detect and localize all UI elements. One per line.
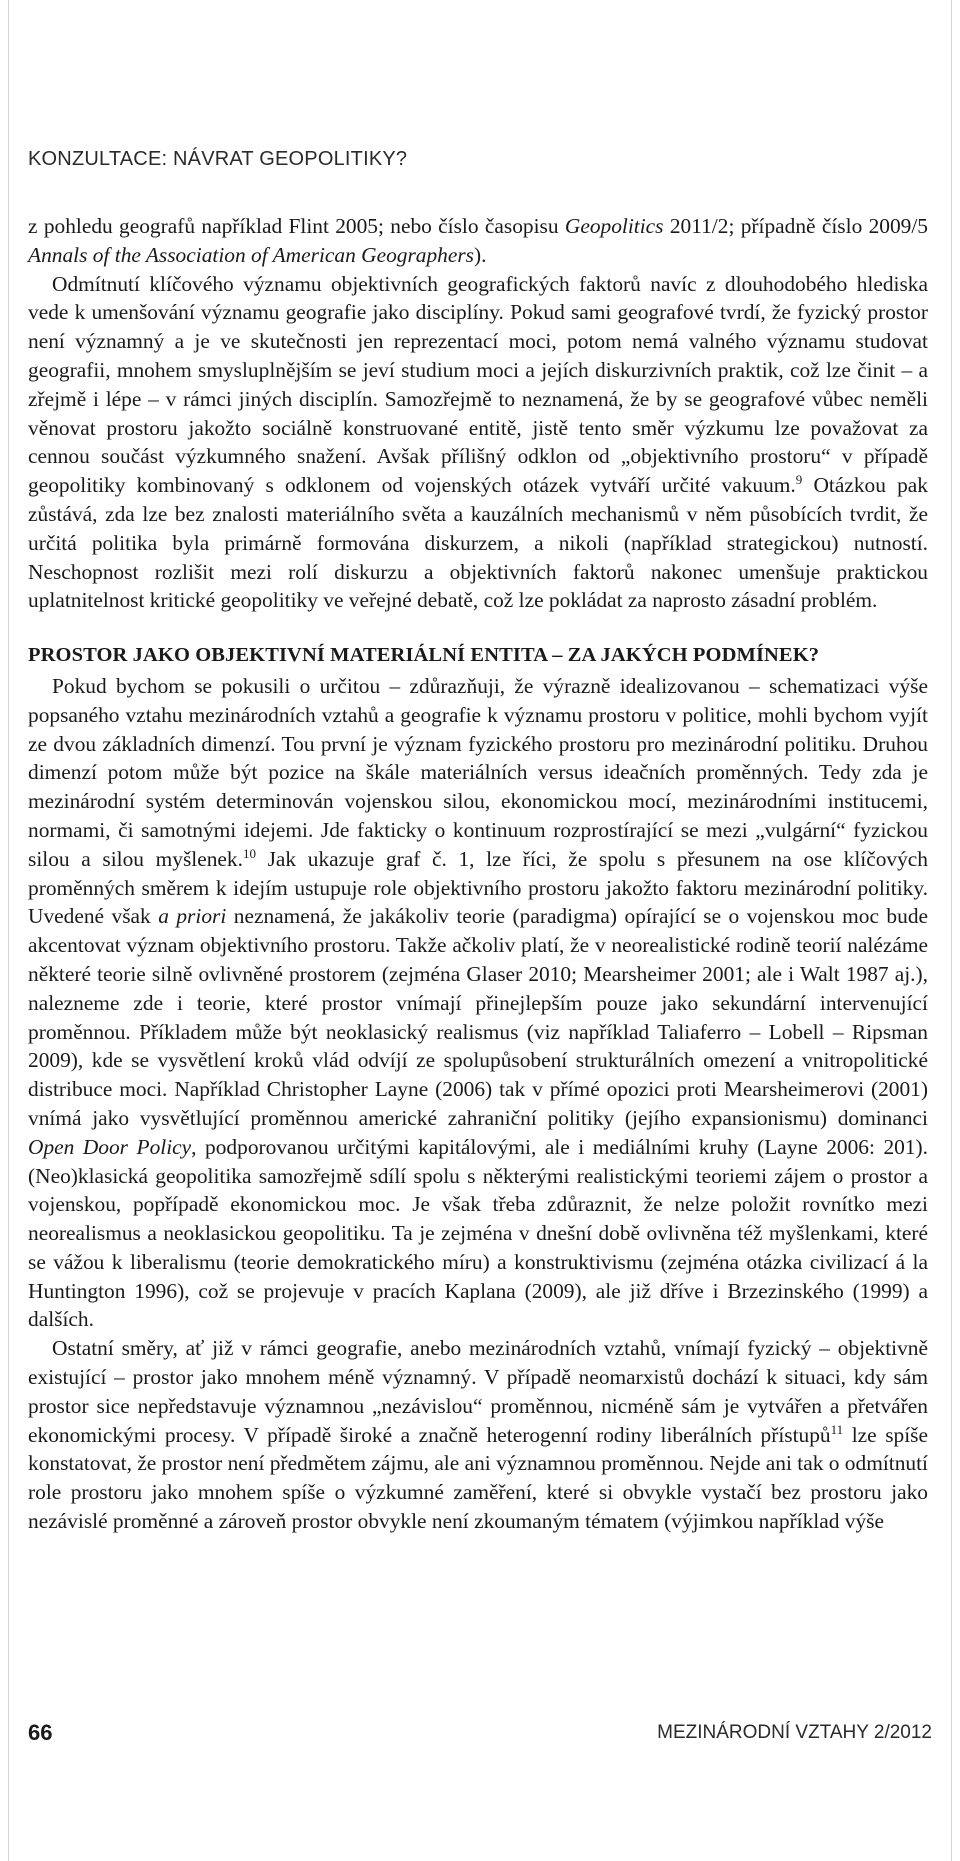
section-heading: PROSTOR JAKO OBJEKTIVNÍ MATERIÁLNÍ ENTITA – ZA JAKÝCH PODMÍNEK? <box>28 644 820 667</box>
text-run: ). <box>474 242 487 267</box>
text-run: Odmítnutí klíčového významu objektivních geografických faktorů navíc z dlouhodobého hlediska vede k umenšování významu geografie jako disciplíny. Pokud sami geografové tvrdí, že fyzický prostor není významný a je ve skutečnosti jen reprezentací moci, potom nemá valného významu studovat geografii, mnohem smysluplnějším se jeví studium moci a jejích diskurzivních praktik, což lze činit – a zřejmě i lépe – v rámci jiných disciplín. Samozřejmě to neznamená, že by se geografové vůbec neměli věnovat prostoru jakožto sociálně konstruované entitě, jistě tento směr výzkumu lze považovat za cennou součást výzkumného snažení. Avšak přílišný odklon od „objektivního prostoru“ v případě geopolitiky kombinovaný s odklonem od vojenských otázek vytváří určité vakuum. <box>28 271 928 498</box>
italic-text: Open Door Policy <box>28 1134 192 1159</box>
text-run: Pokud bychom se pokusili o určitou – zdůrazňuji, že výrazně idealizovanou – schematizaci výše popsaného vztahu mezinárodních vztahů a geografie k významu prostoru v politice, mohli bychom vyjít ze dvou základních dimenzí. Tou první je význam fyzického prostoru pro mezinárodní politiku. Druhou dimenzí potom může být pozice na škále materiálních versus ideačních proměnných. Tedy zda je mezinárodní systém determinován vojenskou silou, ekonomickou mocí, mezinárodními institucemi, normami, či samotnými idejemi. Jde fakticky o kontinuum rozprostírající se mezi „vulgární“ fyzickou silou a silou myšlenek. <box>28 673 928 871</box>
text-run: z pohledu geografů například Flint 2005; nebo číslo časopisu <box>28 214 565 238</box>
text-run: , podporovanou určitými kapitálovými, ale i mediálními kruhy (Layne 2006: 201). (Neo)klasická geopolitika samozřejmě sdílí spolu s některými realistickými teoriemi zájem o prostor a vojenskou, popřípadě ekonomickou moc. Je však třeba zdůraznit, že nelze položit rovnítko mezi neorealismus a neoklasickou geopolitiku. Ta je zejména v dnešní době ovlivněna též myšlenkami, které se vážou k liberalismu (teorie demokratického míru) a konstruktivismu (zejména otázka civilizací á la Huntington 1996), což se projevuje v pracích Kaplana (2009), ale již dříve i Brzezinského (1999) a dalších. <box>28 1134 929 1332</box>
page-number: 66 <box>28 1720 53 1745</box>
text-run: lze spíše konstatovat, že prostor není předmětem zájmu, ale ani významnou proměnnou. Nejde ani tak o odmítnutí role prostoru jako mnohem spíše o výzkumné zaměření, které si obvykle vystačí bez prostoru jako nezávislé proměnné a zároveň prostor obvykle není zkoumaným tématem (výjimkou například výše <box>28 1422 928 1534</box>
paragraph <box>28 212 928 270</box>
paragraph <box>28 672 928 1334</box>
text-run: Jak ukazuje graf č. 1, lze říci, že spolu s přesunem na ose klíčových proměnných směrem k idejím ustupuje role objektivního prostoru jakožto faktoru mezinárodní politiky. Uvedené však <box>28 846 928 929</box>
text-run: neznamená, že jakákoliv teorie (paradigma) opírající se o vojenskou moc bude akcentovat význam objektivního prostoru. Takže ačkoliv platí, že v neorealistické rodině teorií nalézáme některé teorie silně ovlivněné prostorem (zejména Glaser 2010; Mearsheimer 2001; ale i Walt 1987 aj.), nalezneme zde i teorie, které prostor vnímají přinejlepším pouze jako sekundární intervenující proměnnou. Příkladem může být neoklasický realismus (viz například Taliaferro – Lobell – Ripsman 2009), kde se vysvětlení kroků vlád odvíjí ze spolupůsobení strukturálních omezení a vnitropolitické distribuce moci. Například Christopher Layne (2006) tak v přímé opozici proti Mearsheimerovi (2001) vnímá jako vysvětlující proměnnou americké zahraniční politiky (jejího expansionismu) dominanci <box>28 904 929 1130</box>
text-run: Otázkou pak zůstává, zda lze bez znalosti materiálního světa a kauzálních mechanismů v něm působících tvrdit, že určitá politika byla primárně formována diskurzem, a nikoli (například strategickou) nutností. Neschopnost rozlišit mezi rolí diskurzu a objektivních faktorů nakonec umenšuje praktickou uplatnitelnost kritické geopolitiky ve veřejné debatě, což lze pokládat za naprosto zásadní problém. <box>28 473 928 613</box>
journal-name: MEZINÁRODNÍ VZTAHY 2/2012 <box>657 1722 932 1743</box>
footnote-ref: 11 <box>830 1421 844 1437</box>
paragraph <box>28 270 928 616</box>
footnote-ref: 9 <box>795 472 803 488</box>
italic-text: Geopolitics <box>564 214 664 238</box>
footnote-ref: 10 <box>242 845 256 861</box>
italic-text: a priori <box>158 904 227 929</box>
running-head: KONZULTACE: NÁVRAT GEOPOLITIKY? <box>28 148 408 170</box>
text-run: 2011/2; případně číslo 2009/5 <box>663 214 928 238</box>
article-body <box>28 212 928 1536</box>
paragraph <box>28 1334 928 1536</box>
text-run: Ostatní směry, ať již v rámci geografie, anebo mezinárodních vztahů, vnímají fyzický – objektivně existující – prostor jako mnohem méně významný. V případě neomarxistů dochází k situaci, kdy sám prostor sice nepředstavuje významnou „nezávislou“ proměnnou, nicméně sám je vytvářen a přetvářen ekonomickými procesy. V případě široké a značně heterogenní rodiny liberálních přístupů <box>28 1336 928 1447</box>
italic-text: Annals of the Association of American Geographers <box>28 242 475 267</box>
